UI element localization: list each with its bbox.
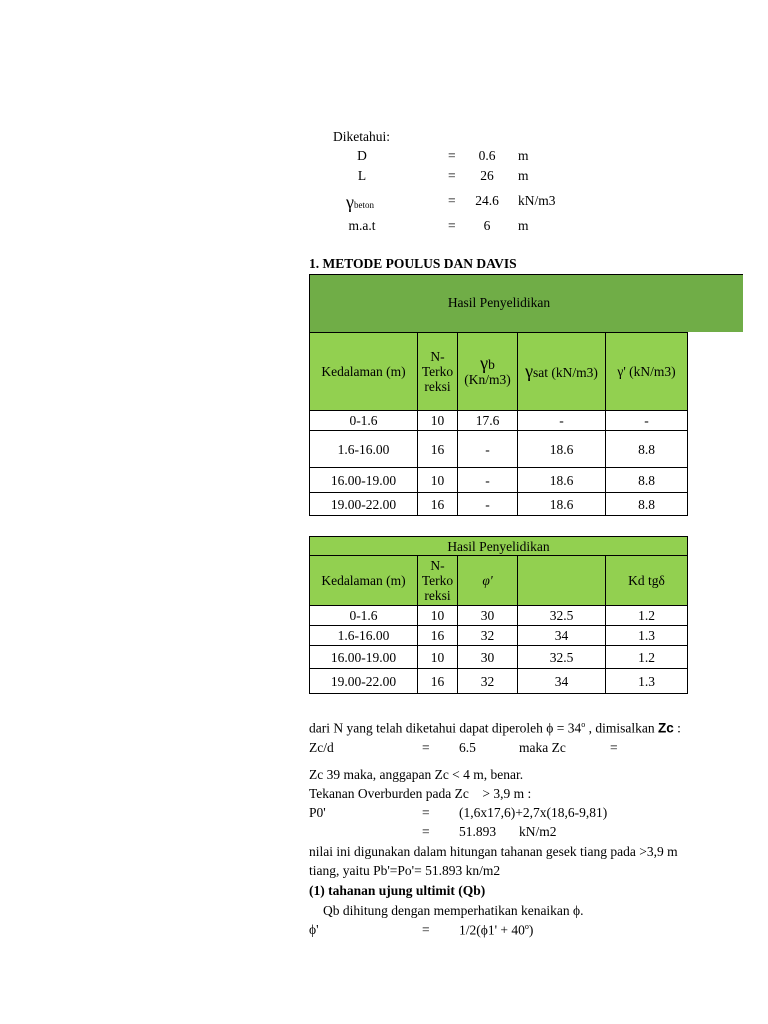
text-line-5-label: P0' <box>309 805 326 820</box>
table-row <box>310 431 688 468</box>
degree-superscript: o <box>581 720 586 729</box>
text-span: dari N yang telah diketahui dapat diperoleh ϕ = 34 <box>309 720 582 736</box>
table-row <box>310 411 688 431</box>
given-value: 24.6 <box>475 193 499 208</box>
text-span: ) <box>528 922 534 938</box>
table-row <box>310 493 688 516</box>
table1-header-gamma-sat <box>518 333 606 411</box>
subsection-title: (1) tahanan ujung ultimit (Qb) <box>309 883 486 898</box>
cell-gamma-b: - <box>458 493 518 516</box>
given-eq: = <box>448 218 456 233</box>
cell-value: 34 <box>518 626 606 646</box>
cell-gamma-prime: 8.8 <box>606 468 688 493</box>
text-line-6-value: 51.893 <box>459 824 497 839</box>
table-row <box>310 468 688 493</box>
cell-kd: 1.3 <box>606 669 688 694</box>
given-value: 26 <box>480 168 494 183</box>
table1-header-gamma-b <box>458 333 518 411</box>
text-line-8: tiang, yaitu Pb'=Po'= 51.893 kn/m2 <box>309 863 501 878</box>
cell-n: 10 <box>418 606 458 626</box>
text-line-1 <box>309 720 681 737</box>
cell-depth: 19.00-22.00 <box>310 493 418 516</box>
table2-header-kd: Kd tgδ <box>606 556 688 606</box>
cell-depth: 0-1.6 <box>310 411 418 431</box>
given-eq: = <box>448 193 456 208</box>
text-line-6-eq: = <box>422 824 430 839</box>
given-unit: m <box>518 148 529 163</box>
section-title: 1. METODE POULUS DAN DAVIS <box>309 256 517 271</box>
text-span-zc: Zc <box>658 720 674 736</box>
cell-value: 34 <box>518 669 606 694</box>
cell-gamma-prime: 8.8 <box>606 431 688 468</box>
cell-depth: 1.6-16.00 <box>310 431 418 468</box>
table2-title-row <box>310 537 688 556</box>
text-line-2-label: Zc/d <box>309 740 334 755</box>
given-eq: = <box>448 168 456 183</box>
gamma-symbol: γ <box>525 360 534 381</box>
table2 <box>309 536 688 694</box>
text-line-3: Zc 39 maka, anggapan Zc < 4 m, benar. <box>309 767 524 782</box>
text-span: : <box>673 720 681 736</box>
text-line-2-value: 6.5 <box>459 740 476 755</box>
text-line-4: Tekanan Overburden pada Zc > 3,9 m : <box>309 786 532 801</box>
gamma-symbol: γ <box>346 192 354 212</box>
text-line-11-eq: = <box>422 922 430 937</box>
given-row-l <box>0 168 768 188</box>
gamma-symbol: γ <box>480 353 489 373</box>
given-value: 6 <box>483 218 491 233</box>
cell-gamma-b: 17.6 <box>458 411 518 431</box>
table2-header-depth: Kedalaman (m) <box>310 556 418 606</box>
table1-header-n: N- Terko reksi <box>418 333 458 411</box>
cell-gamma-b: - <box>458 468 518 493</box>
cell-n: 16 <box>418 431 458 468</box>
cell-value: 32.5 <box>518 606 606 626</box>
cell-kd: 1.2 <box>606 606 688 626</box>
cell-gamma-sat: - <box>518 411 606 431</box>
cell-gamma-b: - <box>458 431 518 468</box>
given-value: 0.6 <box>478 148 496 163</box>
text-line-10: Qb dihitung dengan memperhatikan kenaikan ϕ. <box>323 903 584 918</box>
given-label: m.a.t <box>348 218 376 233</box>
table-row <box>310 606 688 626</box>
text-line-11-value <box>459 922 533 939</box>
text-line-5-value: (1,6x17,6)+2,7x(18,6-9,81) <box>459 805 608 820</box>
cell-phi: 32 <box>458 669 518 694</box>
given-label: L <box>357 168 367 183</box>
table2-header-blank <box>518 556 606 606</box>
given-eq: = <box>448 148 456 163</box>
given-heading: Diketahui: <box>333 129 390 144</box>
given-row-gamma-beton <box>0 193 768 217</box>
table2-header-n: N- Terko reksi <box>418 556 458 606</box>
degree-superscript: o <box>524 922 529 931</box>
cell-depth: 19.00-22.00 <box>310 669 418 694</box>
cell-n: 16 <box>418 669 458 694</box>
table-row <box>310 626 688 646</box>
given-unit: m <box>518 168 529 183</box>
text-span: 1/2(ϕ1' + 40 <box>459 922 525 938</box>
table2-header-row <box>310 556 688 606</box>
text-line-11-label: ϕ' <box>309 922 319 937</box>
table2-title: Hasil Penyelidikan <box>310 537 688 556</box>
table2-header-phi: φ' <box>458 556 518 606</box>
text-line-7: nilai ini digunakan dalam hitungan tahanan gesek tiang pada >3,9 m <box>309 844 678 859</box>
cell-n: 10 <box>418 468 458 493</box>
cell-depth: 16.00-19.00 <box>310 646 418 669</box>
table1 <box>309 332 688 516</box>
cell-gamma-sat: 18.6 <box>518 493 606 516</box>
cell-depth: 16.00-19.00 <box>310 468 418 493</box>
table1-title: Hasil Penyelidikan <box>447 295 551 310</box>
cell-n: 10 <box>418 646 458 669</box>
gamma-suffix: sat (kN/m3) <box>533 364 598 380</box>
text-line-2-eq2: = <box>610 740 618 755</box>
given-label: D <box>357 148 367 163</box>
cell-n: 10 <box>418 411 458 431</box>
gamma-unit: (Kn/m3) <box>464 372 511 387</box>
text-line-2-text: maka Zc <box>519 740 566 755</box>
text-line-2-eq: = <box>422 740 430 755</box>
cell-gamma-prime: - <box>606 411 688 431</box>
table-row <box>310 646 688 669</box>
cell-phi: 30 <box>458 646 518 669</box>
cell-n: 16 <box>418 626 458 646</box>
gamma-suffix: b <box>488 357 495 372</box>
given-row-mat <box>0 218 768 238</box>
cell-gamma-sat: 18.6 <box>518 431 606 468</box>
cell-phi: 30 <box>458 606 518 626</box>
cell-kd: 1.3 <box>606 626 688 646</box>
given-unit: kN/m3 <box>518 193 556 208</box>
text-line-6-unit: kN/m2 <box>519 824 557 839</box>
cell-n: 16 <box>418 493 458 516</box>
cell-depth: 0-1.6 <box>310 606 418 626</box>
cell-gamma-prime: 8.8 <box>606 493 688 516</box>
table1-header-row <box>310 333 688 411</box>
cell-kd: 1.2 <box>606 646 688 669</box>
text-line-5-eq: = <box>422 805 430 820</box>
given-row-d <box>0 148 768 168</box>
cell-phi: 32 <box>458 626 518 646</box>
table1-title-band <box>309 274 743 332</box>
given-label-gamma <box>346 192 374 213</box>
cell-depth: 1.6-16.00 <box>310 626 418 646</box>
table1-header-gamma-prime: γ' (kN/m3) <box>606 333 688 411</box>
text-span: , dimisalkan <box>585 720 659 736</box>
gamma-subscript: beton <box>353 200 374 210</box>
cell-value: 32.5 <box>518 646 606 669</box>
given-unit: m <box>518 218 529 233</box>
table1-header-depth: Kedalaman (m) <box>310 333 418 411</box>
table-row <box>310 669 688 694</box>
cell-gamma-sat: 18.6 <box>518 468 606 493</box>
